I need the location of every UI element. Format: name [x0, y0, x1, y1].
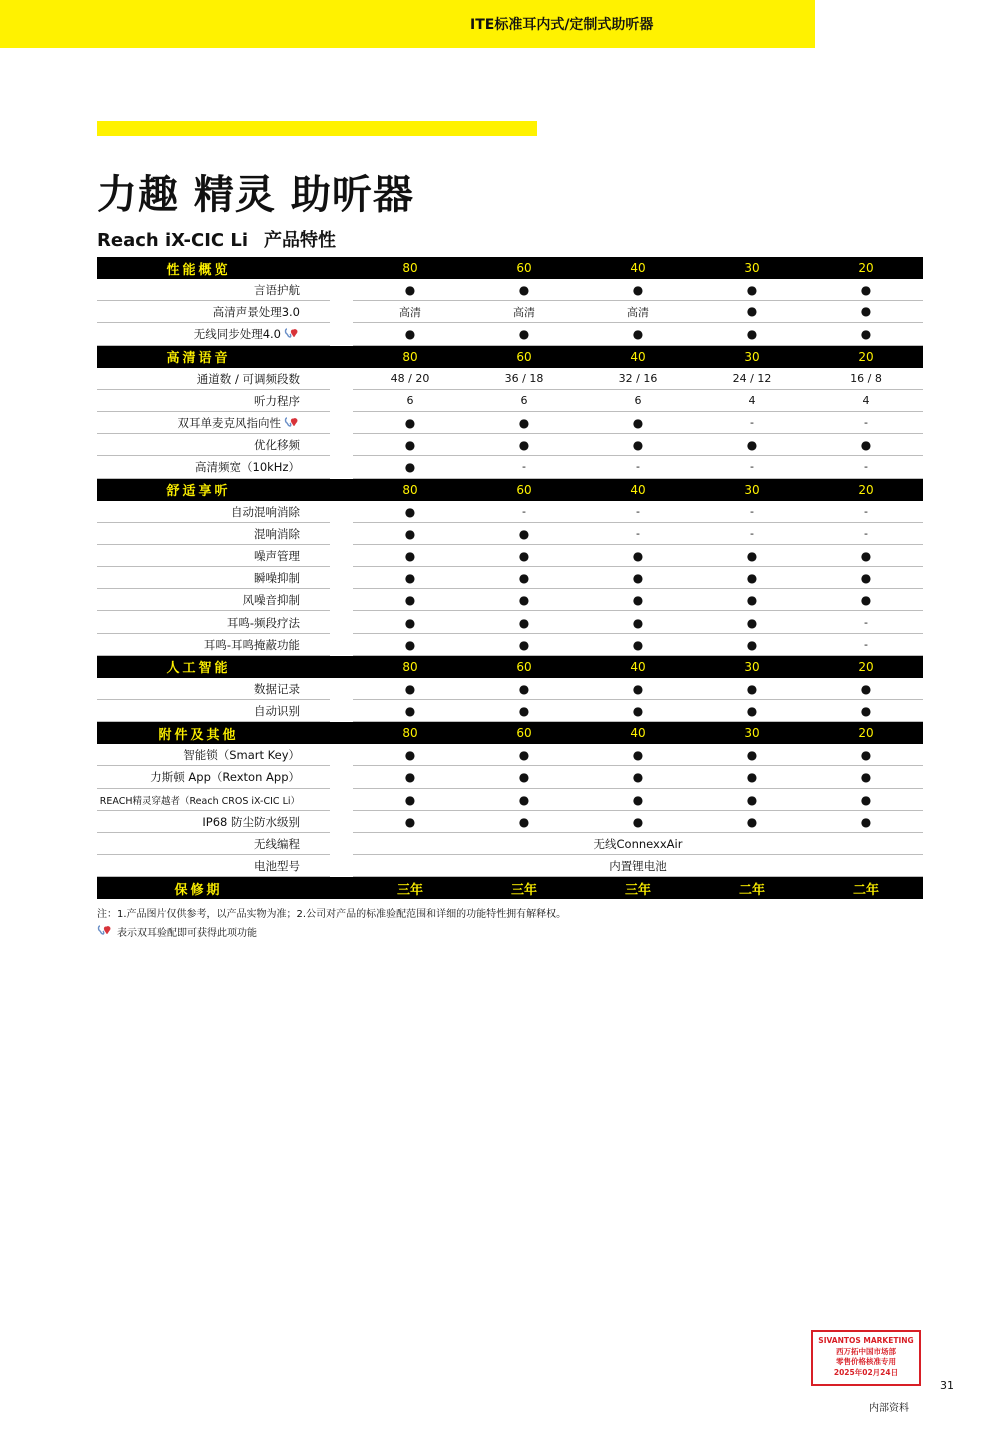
- feature-label-text: 言语护航: [254, 283, 300, 298]
- table-row: [97, 545, 923, 567]
- feature-label: [97, 570, 330, 586]
- value-cell: ●: [404, 704, 416, 719]
- value-cell: ●: [860, 304, 872, 319]
- value-cell: -: [750, 460, 754, 474]
- note-line-2: [97, 924, 566, 943]
- value-cell: -: [864, 615, 868, 629]
- notes: [97, 905, 566, 943]
- value-cell: ●: [404, 748, 416, 763]
- value-cell: ●: [746, 615, 758, 630]
- feature-label-text: 电池型号: [254, 859, 300, 874]
- subtitle-label: 产品特性: [264, 230, 337, 251]
- level-label: 30: [744, 482, 760, 497]
- value-cells: [353, 616, 923, 630]
- value-cells: [353, 416, 923, 430]
- value-cell: -: [750, 526, 754, 540]
- feature-label-text: 无线编程: [254, 837, 300, 852]
- binaural-ear-icon: [284, 327, 300, 342]
- value-cells: [353, 815, 923, 829]
- level-cells: [353, 660, 923, 674]
- banner-title: ITE标准耳内式/定制式助听器: [470, 17, 654, 33]
- value-cell: ●: [404, 283, 416, 298]
- feature-label-text: 自动识别: [254, 704, 300, 719]
- value-cell: ●: [746, 304, 758, 319]
- value-cell: ●: [746, 770, 758, 785]
- value-cells: [353, 638, 923, 652]
- feature-label: [97, 282, 330, 298]
- value-cell: ●: [518, 814, 530, 829]
- page-title: 力趣 精灵 助听器: [97, 172, 414, 218]
- value-cells: [353, 682, 923, 696]
- note-line-1: 注：1.产品图片仅供参考，以产品实物为准；2.公司对产品的标准验配范围和详细的功能特性拥有解释权。: [97, 909, 567, 920]
- table-row: [97, 634, 923, 656]
- value-cell: ●: [746, 283, 758, 298]
- binaural-ear-icon: [284, 416, 300, 431]
- value-cell: ●: [404, 770, 416, 785]
- feature-label-text: 双耳单麦克风指向性: [177, 416, 281, 431]
- feature-label: [97, 415, 330, 431]
- feature-label-text: 混响消除: [254, 526, 300, 541]
- value-cell: ●: [860, 770, 872, 785]
- value-cells: [353, 748, 923, 762]
- feature-label: [97, 747, 330, 763]
- page-subtitle: [97, 226, 336, 252]
- feature-label-text: 通道数 / 可调频段数: [196, 371, 300, 386]
- value-cell: -: [864, 460, 868, 474]
- feature-label-text: 力斯顿 App（Rexton App）: [150, 770, 300, 785]
- value-cell: ●: [518, 770, 530, 785]
- section-header: [97, 656, 923, 678]
- value-cell: ●: [632, 548, 644, 563]
- value-cell: ●: [404, 548, 416, 563]
- value-cell: ●: [746, 637, 758, 652]
- value-cell: 16 / 8: [850, 372, 882, 386]
- level-label: 20: [858, 482, 874, 497]
- feature-label-text: 无线同步处理4.0: [193, 327, 281, 342]
- value-cell: 6: [520, 394, 528, 408]
- feature-label: [97, 526, 330, 542]
- value-cell: 36 / 18: [504, 372, 544, 386]
- value-cell: 24 / 12: [732, 372, 772, 386]
- section-header: [97, 722, 923, 744]
- top-banner: [0, 0, 815, 48]
- value-cells: [353, 283, 923, 297]
- value-cell: ●: [860, 814, 872, 829]
- feature-label: [97, 637, 330, 653]
- value-cell: ●: [860, 571, 872, 586]
- value-cell: ●: [518, 571, 530, 586]
- warranty-value: 三年: [510, 882, 537, 898]
- table-row: [97, 567, 923, 589]
- value-cell: 4: [748, 394, 756, 408]
- level-label: 60: [516, 659, 532, 674]
- level-cells: [353, 350, 923, 364]
- feature-label-text: 智能锁（Smart Key）: [183, 748, 300, 763]
- value-cell: ●: [404, 571, 416, 586]
- value-cell: ●: [518, 416, 530, 431]
- value-cell: ●: [518, 748, 530, 763]
- feature-label: [97, 703, 330, 719]
- level-label: 60: [516, 726, 532, 741]
- value-cell: ●: [518, 438, 530, 453]
- feature-label-text: 噪声管理: [254, 548, 300, 563]
- model-name: Reach iX-CIC Li: [97, 230, 249, 251]
- value-cell: ●: [746, 548, 758, 563]
- section-title: 性能概览: [166, 262, 231, 278]
- value-cell: ●: [860, 327, 872, 342]
- value-cell: ●: [860, 792, 872, 807]
- level-label: 20: [858, 349, 874, 364]
- value-cell: ●: [746, 438, 758, 453]
- value-cell: ●: [632, 327, 644, 342]
- value-cell: ●: [518, 704, 530, 719]
- level-label: 80: [402, 261, 418, 275]
- stamp-line-1: SIVANTOS MARKETING: [818, 1336, 914, 1345]
- approval-stamp: [811, 1330, 921, 1386]
- value-cell: ●: [632, 637, 644, 652]
- value-cell: ●: [860, 681, 872, 696]
- spanned-value: 内置锂电池: [609, 859, 667, 874]
- value-cell: -: [750, 504, 754, 518]
- value-cells: [353, 304, 923, 320]
- warranty-value: 二年: [852, 882, 879, 898]
- warranty-value: 三年: [396, 882, 423, 898]
- value-cell: ●: [518, 792, 530, 807]
- binaural-ear-icon: [97, 924, 113, 943]
- section-header: [97, 479, 923, 501]
- value-cell: ●: [632, 615, 644, 630]
- value-cell: ●: [746, 571, 758, 586]
- value-cell: -: [864, 526, 868, 540]
- table-row: [97, 279, 923, 301]
- value-cell: ●: [632, 792, 644, 807]
- level-cells: [353, 261, 923, 275]
- value-cell: -: [636, 526, 640, 540]
- value-cell: -: [864, 637, 868, 651]
- value-cell: ●: [632, 770, 644, 785]
- value-cell: ●: [404, 593, 416, 608]
- level-label: 80: [402, 659, 418, 674]
- warranty-title: 保修期: [174, 882, 223, 898]
- value-cell: 4: [862, 394, 870, 408]
- value-cells: [353, 858, 923, 874]
- value-cell: ●: [746, 814, 758, 829]
- feature-label: [97, 814, 330, 830]
- table-row: [97, 611, 923, 633]
- value-cell: ●: [404, 681, 416, 696]
- feature-label: [97, 793, 330, 807]
- feature-label-text: 高清声景处理3.0: [212, 305, 300, 320]
- page-number: 31: [940, 1379, 954, 1392]
- level-cells: [353, 726, 923, 740]
- table-row: [97, 501, 923, 523]
- feature-table: [97, 257, 923, 899]
- section-header: [97, 346, 923, 368]
- level-label: 40: [630, 726, 646, 741]
- value-cell: ●: [632, 681, 644, 696]
- value-cell: ●: [518, 593, 530, 608]
- feature-label: [97, 437, 330, 453]
- feature-label: [97, 769, 330, 785]
- value-cell: ●: [632, 416, 644, 431]
- table-row: [97, 700, 923, 722]
- value-cell: ●: [746, 748, 758, 763]
- value-cells: [353, 460, 923, 474]
- value-cells: [353, 527, 923, 541]
- level-label: 20: [858, 726, 874, 741]
- value-cell: ●: [632, 438, 644, 453]
- value-cells: [353, 793, 923, 807]
- level-label: 30: [744, 349, 760, 364]
- feature-label-text: 耳鸣-耳鸣掩蔽功能: [203, 637, 300, 652]
- value-cell: ●: [518, 327, 530, 342]
- value-cell: -: [864, 416, 868, 430]
- value-cell: ●: [518, 283, 530, 298]
- footer-internal-label: 内部资料: [869, 1403, 909, 1414]
- value-cell: -: [864, 504, 868, 518]
- value-cell: ●: [746, 593, 758, 608]
- value-cell: ●: [746, 681, 758, 696]
- table-row: [97, 744, 923, 766]
- value-cell: ●: [860, 548, 872, 563]
- level-label: 40: [630, 659, 646, 674]
- section-title: 附件及其他: [158, 727, 239, 743]
- value-cell: -: [522, 504, 526, 518]
- level-label: 80: [402, 482, 418, 497]
- feature-label: [97, 459, 330, 475]
- value-cell: 高清: [399, 306, 421, 320]
- level-label: 60: [516, 349, 532, 364]
- feature-label-text: 数据记录: [254, 681, 300, 696]
- accent-bar: [97, 121, 537, 136]
- value-cells: [353, 327, 923, 341]
- level-label: 60: [516, 482, 532, 497]
- value-cell: ●: [404, 504, 416, 519]
- value-cell: ●: [404, 438, 416, 453]
- value-cell: 6: [634, 394, 642, 408]
- value-cell: ●: [632, 283, 644, 298]
- value-cell: -: [636, 504, 640, 518]
- feature-label: [97, 858, 330, 874]
- value-cell: ●: [746, 704, 758, 719]
- table-row: [97, 390, 923, 412]
- value-cell: ●: [860, 704, 872, 719]
- value-cell: ●: [518, 681, 530, 696]
- value-cell: ●: [860, 748, 872, 763]
- value-cell: ●: [404, 327, 416, 342]
- stamp-line-4: 2025年02月24日: [833, 1367, 899, 1377]
- value-cell: ●: [518, 526, 530, 541]
- value-cell: 32 / 16: [618, 372, 658, 386]
- value-cells: [353, 704, 923, 718]
- value-cell: ●: [518, 615, 530, 630]
- section-header: [97, 257, 923, 279]
- feature-label: [97, 393, 330, 409]
- feature-label: [97, 326, 330, 342]
- level-label: 80: [402, 726, 418, 741]
- feature-label: [97, 304, 330, 320]
- level-label: 30: [744, 261, 760, 275]
- table-row: [97, 434, 923, 456]
- warranty-value: 三年: [624, 882, 651, 898]
- level-label: 40: [630, 482, 646, 497]
- level-label: 30: [744, 726, 760, 741]
- feature-label: [97, 371, 330, 387]
- value-cell: ●: [518, 637, 530, 652]
- value-cell: 高清: [513, 306, 535, 320]
- feature-label: [97, 681, 330, 697]
- table-row: [97, 811, 923, 833]
- value-cells: [353, 505, 923, 519]
- value-cell: ●: [404, 637, 416, 652]
- table-row: [97, 855, 923, 877]
- value-cell: ●: [404, 416, 416, 431]
- feature-label: [97, 836, 330, 852]
- table-row: [97, 456, 923, 478]
- level-label: 40: [630, 349, 646, 364]
- section-title: 舒适享听: [166, 484, 231, 499]
- value-cells: [353, 438, 923, 452]
- stamp-line-3: 零售价格核准专用: [836, 1357, 896, 1366]
- value-cell: -: [522, 460, 526, 474]
- feature-label-text: 耳鸣-频段疗法: [226, 615, 300, 630]
- stamp-line-2: 西万拓中国市场部: [836, 1346, 896, 1356]
- level-label: 40: [630, 261, 646, 275]
- level-label: 30: [744, 659, 760, 674]
- value-cells: [353, 571, 923, 585]
- level-cells: [353, 483, 923, 497]
- feature-label-text: REACH精灵穿越者（Reach CROS iX-CIC Li）: [99, 795, 300, 807]
- warranty-cells: [353, 879, 923, 898]
- table-row: [97, 766, 923, 788]
- value-cell: ●: [746, 792, 758, 807]
- value-cell: ●: [404, 814, 416, 829]
- value-cell: ●: [632, 704, 644, 719]
- value-cell: ●: [404, 526, 416, 541]
- value-cell: ●: [860, 438, 872, 453]
- feature-label: [97, 504, 330, 520]
- table-row: [97, 678, 923, 700]
- feature-label-text: 听力程序: [254, 393, 300, 408]
- table-row: [97, 789, 923, 811]
- table-row: [97, 412, 923, 434]
- table-row: [97, 301, 923, 323]
- section-title: 人工智能: [166, 661, 231, 677]
- value-cells: [353, 770, 923, 784]
- value-cells: [353, 836, 923, 852]
- table-row: [97, 523, 923, 545]
- table-row: [97, 589, 923, 611]
- value-cells: [353, 394, 923, 407]
- value-cell: ●: [404, 615, 416, 630]
- value-cell: -: [636, 460, 640, 474]
- feature-label-text: 自动混响消除: [231, 504, 300, 519]
- value-cells: [353, 372, 923, 385]
- level-label: 20: [858, 261, 874, 275]
- value-cell: -: [750, 416, 754, 430]
- value-cell: ●: [632, 571, 644, 586]
- level-label: 80: [402, 349, 418, 364]
- note-line-2-text: 表示双耳验配即可获得此项功能: [117, 928, 257, 939]
- feature-label-text: 优化移频: [254, 438, 300, 453]
- value-cells: [353, 549, 923, 563]
- value-cells: [353, 593, 923, 607]
- value-cell: 48 / 20: [390, 372, 430, 386]
- value-cell: ●: [518, 548, 530, 563]
- feature-label: [97, 548, 330, 564]
- feature-label-text: 风噪音抑制: [242, 593, 300, 608]
- feature-label-text: 高清频宽（10kHz）: [195, 460, 300, 475]
- section-title: 高清语音: [166, 351, 231, 367]
- value-cell: ●: [404, 792, 416, 807]
- value-cell: ●: [632, 814, 644, 829]
- table-row: [97, 323, 923, 345]
- value-cell: ●: [632, 748, 644, 763]
- spanned-value: 无线ConnexxAir: [593, 837, 683, 852]
- value-cell: ●: [632, 593, 644, 608]
- value-cell: ●: [404, 460, 416, 475]
- warranty-value: 二年: [738, 882, 765, 898]
- feature-label: [97, 592, 330, 608]
- value-cell: ●: [746, 327, 758, 342]
- level-label: 60: [516, 261, 532, 275]
- feature-label: [97, 615, 330, 631]
- table-row: [97, 368, 923, 390]
- value-cell: ●: [860, 593, 872, 608]
- value-cell: 6: [406, 394, 414, 408]
- value-cell: ●: [860, 283, 872, 298]
- feature-label-text: 瞬噪抑制: [254, 571, 300, 586]
- feature-label-text: IP68 防尘防水级别: [202, 814, 300, 829]
- level-label: 20: [858, 659, 874, 674]
- table-row: [97, 833, 923, 855]
- warranty-row: [97, 877, 923, 899]
- value-cell: 高清: [627, 306, 649, 320]
